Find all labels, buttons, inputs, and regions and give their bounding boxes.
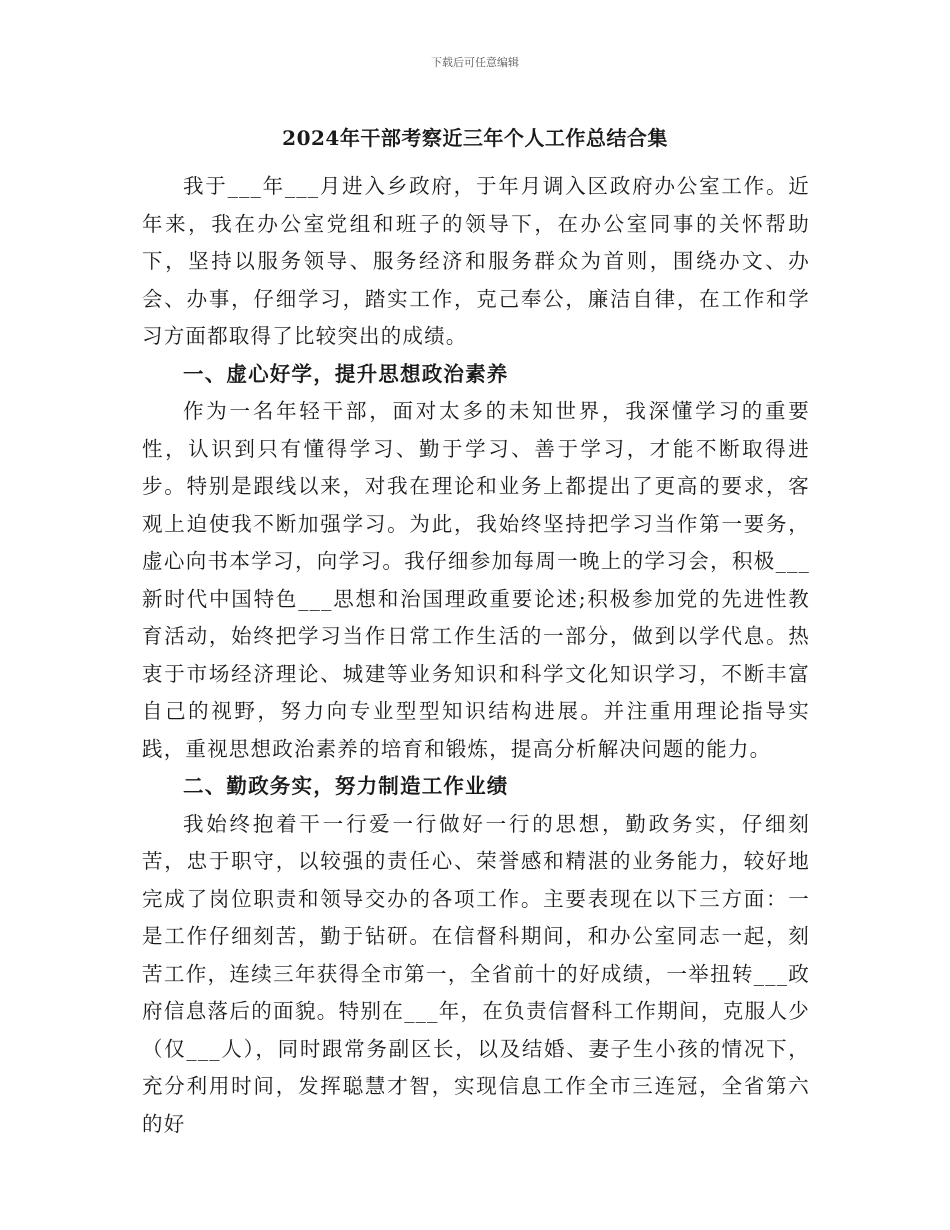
section-heading: 二、勤政务实，努力制造工作业绩 xyxy=(183,774,509,798)
body-paragraph: 作为一名年轻干部，面对太多的未知世界，我深懂学习的重要性，认识到只有懂得学习、勤于学习、善于学习，才能不断取得进步。特别是跟线以来，对我在理论和业务上都提出了更高的要求，客观上迫使我不断加强学习。为此，我始终坚持把学习当作第一要务，虚心向书本学习，向学习。我仔细参加每周一晚上的学习会，积极___新时代中国特色___思想和治国理政重要论述;积极参加党的先进性教育活动，始终把学习当作日常工作生活的一部分，做到以学代息。热衷于市场经济理论、城建等业务知识和科学文化知识学习，不断丰富自己的视野，努力向专业型型知识结构进展。并注重用理论指导实践，重视思想政治素养的培育和锻炼，提高分析解决问题的能力。 xyxy=(142,399,810,761)
section-heading: 一、虚心好学，提升思想政治素养 xyxy=(183,361,509,386)
document-body xyxy=(142,168,810,1143)
body-paragraph: 我于___年___月进入乡政府，于年月调入区政府办公室工作。近年来，我在办公室党组和班子的领导下，在办公室同事的关怀帮助下，坚持以服务领导、服务经济和服务群众为首则，围绕办文、办会、办事，仔细学习，踏实工作，克己奉公，廉洁自律，在工作和学习方面都取得了比较突出的成绩。 xyxy=(142,174,810,348)
header-note: 下载后可任意编辑 xyxy=(431,56,519,69)
body-paragraph: 我始终抱着干一行爱一行做好一行的思想，勤政务实，仔细刻苦，忠于职守，以较强的责任心、荣誉感和精湛的业务能力，较好地完成了岗位职责和领导交办的各项工作。主要表现在以下三方面：一是工作仔细刻苦，勤于钻研。在信督科期间，和办公室同志一起，刻苦工作，连续三年获得全市第一，全省前十的好成绩，一举扭转___政府信息落后的面貌。特别在___年，在负责信督科工作期间，克服人少（仅___人），同时跟常务副区长，以及结婚、妻子生小孩的情况下，充分利用时间，发挥聪慧才智，实现信息工作全市三连冠，全省第六的好 xyxy=(142,811,810,1136)
document-title: 2024年干部考察近三年个人工作总结合集 xyxy=(282,126,668,150)
